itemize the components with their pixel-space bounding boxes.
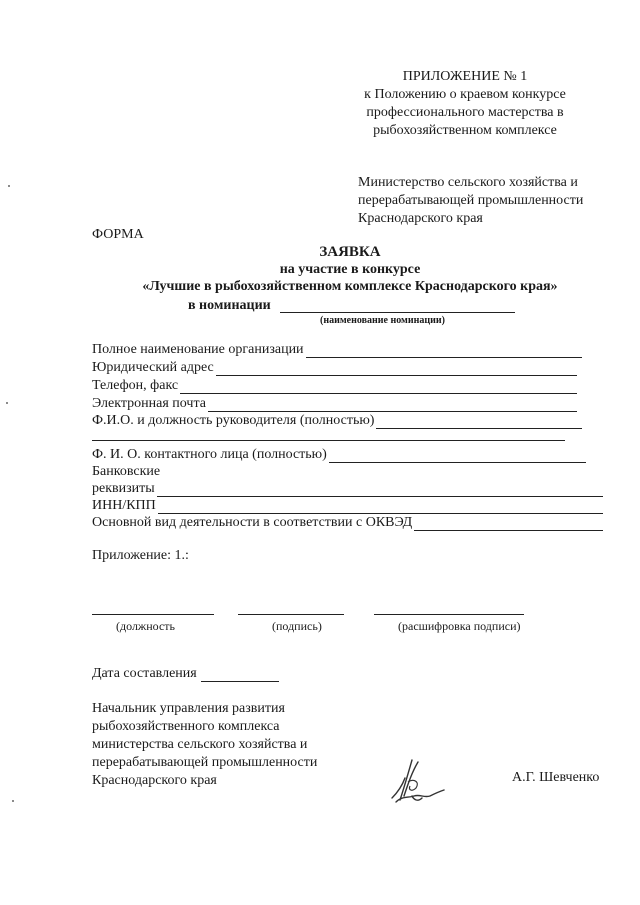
- addressee-line: Краснодарского края: [358, 211, 483, 226]
- appendix-line: рыбохозяйственном комплексе: [373, 123, 557, 138]
- document-title: ЗАЯВКА: [319, 244, 381, 260]
- signature-line[interactable]: [238, 614, 344, 615]
- field-line[interactable]: [216, 363, 577, 376]
- field-line[interactable]: [158, 501, 603, 514]
- decoding-caption: (расшифровка подписи): [398, 619, 521, 633]
- addressee-line: Министерство сельского хозяйства и: [358, 175, 578, 190]
- nomination-label: в номинации: [188, 298, 271, 313]
- handwritten-signature-icon: [378, 752, 448, 806]
- scan-speck: [6, 402, 8, 404]
- signer-name: А.Г. Шевченко: [512, 770, 600, 785]
- appendix-line: к Положению о краевом конкурсе: [364, 87, 566, 102]
- addressee-line: перерабатывающей промышленности: [358, 193, 584, 208]
- field-label: реквизиты: [92, 481, 155, 496]
- contest-name: «Лучшие в рыбохозяйственном комплексе Краснодарского края»: [142, 279, 558, 294]
- field-phone-fax[interactable]: [92, 377, 577, 394]
- nomination-hint: (наименование номинации): [320, 315, 445, 326]
- appendix-header: [330, 68, 600, 140]
- signature-caption: (подпись): [272, 619, 322, 633]
- field-line[interactable]: [157, 484, 603, 497]
- field-head-name[interactable]: [92, 412, 582, 429]
- field-legal-address[interactable]: [92, 359, 577, 376]
- field-label: Полное наименование организации: [92, 342, 304, 357]
- scan-speck: [12, 800, 14, 802]
- nomination-field[interactable]: [280, 312, 515, 313]
- head-title-line: перерабатывающей промышленности: [92, 755, 318, 770]
- appendix-line: профессионального мастерства в: [366, 105, 564, 120]
- head-title-line: министерства сельского хозяйства и: [92, 737, 308, 752]
- field-line[interactable]: [180, 381, 577, 394]
- field-okved[interactable]: [92, 514, 603, 531]
- field-label: ИНН/КПП: [92, 498, 156, 513]
- field-contact-person[interactable]: [92, 446, 586, 463]
- field-label: Телефон, факс: [92, 378, 179, 393]
- document-subtitle: на участие в конкурсе: [279, 262, 421, 277]
- decoding-signature-line[interactable]: [374, 614, 524, 615]
- field-email[interactable]: [92, 395, 577, 412]
- field-bank-details[interactable]: [92, 480, 603, 497]
- head-title-block: [92, 700, 317, 790]
- field-label: Банковские: [92, 464, 161, 479]
- head-title-line: Краснодарского края: [92, 773, 217, 788]
- date-line[interactable]: [201, 669, 279, 682]
- field-bank-label: [92, 463, 292, 480]
- field-full-name[interactable]: [92, 341, 582, 358]
- field-label: Основной вид деятельности в соответствии с ОКВЭД: [92, 515, 413, 530]
- position-signature-line[interactable]: [92, 614, 214, 615]
- addressee-block: [358, 174, 583, 228]
- field-line[interactable]: [376, 416, 582, 429]
- scan-speck: [8, 185, 10, 187]
- field-label: Ф.И.О. и должность руководителя (полностью): [92, 413, 375, 428]
- head-title-line: рыбохозяйственного комплекса: [92, 719, 280, 734]
- form-label: ФОРМА: [92, 227, 144, 242]
- head-title-line: Начальник управления развития: [92, 701, 285, 716]
- attachment-label: Приложение: 1.:: [92, 548, 189, 563]
- appendix-title: ПРИЛОЖЕНИЕ № 1: [402, 69, 528, 84]
- field-line[interactable]: [208, 399, 577, 412]
- field-label: Электронная почта: [92, 396, 206, 411]
- field-line[interactable]: [306, 345, 582, 358]
- field-head-name-continuation[interactable]: [92, 440, 565, 441]
- field-inn-kpp[interactable]: [92, 497, 603, 514]
- field-label: Юридический адрес: [92, 360, 214, 375]
- field-line[interactable]: [414, 518, 603, 531]
- date-field[interactable]: [92, 666, 279, 682]
- field-label: Ф. И. О. контактного лица (полностью): [92, 447, 327, 462]
- position-caption: (должность: [116, 619, 175, 633]
- date-label: Дата составления: [92, 666, 197, 681]
- field-line[interactable]: [329, 450, 586, 463]
